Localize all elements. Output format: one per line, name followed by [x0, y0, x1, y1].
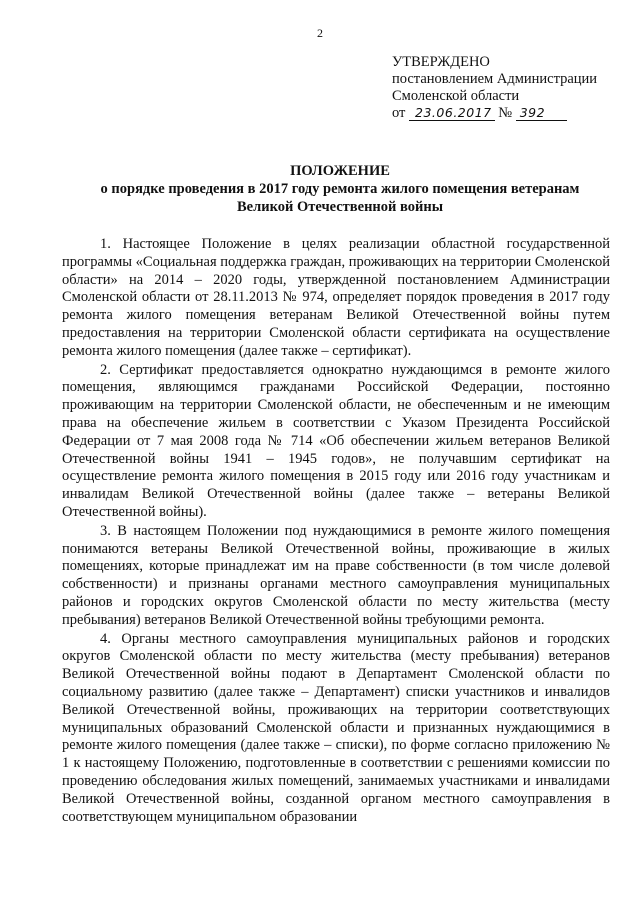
approval-date-line [392, 105, 624, 122]
approval-title: УТВЕРЖДЕНО [392, 54, 490, 70]
handwritten-date: 23.06.2017 [409, 106, 495, 121]
number-sign: № [498, 105, 513, 121]
approval-block [392, 54, 624, 122]
date-prefix: от [392, 105, 406, 121]
document-body [62, 236, 610, 827]
paragraph-3: 3. В настоящем Положении под нуждающимися в ремонте жилого помещения понимаются ветераны Великой Отечественной войны, проживающие в жилых помещениях, которые принадлежат им на праве собственности (в том числе долевой собственности) и признаны органами местного самоуправления муниципальных районов и городских округов Смоленской области по месту жительства (месту пребывания) ветеранов Великой Отечественной войны требующими ремонта. [62, 522, 610, 628]
page-number: 2 [317, 26, 323, 40]
approval-region: Смоленской области [392, 88, 520, 104]
approval-issuer: постановлением Администрации [392, 71, 598, 87]
paragraph-4: 4. Органы местного самоуправления муниципальных районов и городских округов Смоленской области по месту жительства (месту пребывания) ветеранов Великой Отечественной войны подают в Департамент Смоленской области по социальному развитию (далее также – Департамент) списки участников и инвалидов Великой Отечественной войны, проживающих на территории соответствующих муниципальных образований Смоленской области и признанных нуждающимися в ремонте жилого помещения (далее также – списки), по форме согласно приложению № 1 к настоящему Положению, подготовленные в соответствии с решениями комиссии по проведению обследования жилых помещений, занимаемых участниками и инвалидами Великой Отечественной войны, созданной органом местного самоуправления в соответствующем муниципальном образовании [62, 630, 610, 825]
title-subheading-line1: о порядке проведения в 2017 году ремонта жилого помещения ветеранам [100, 181, 580, 197]
document-title [60, 162, 620, 216]
handwritten-number: 392 [516, 106, 567, 121]
title-heading: ПОЛОЖЕНИЕ [290, 163, 390, 179]
paragraph-1: 1. Настоящее Положение в целях реализации областной государственной программы «Социальная поддержка граждан, проживающих на территории Смоленской области» на 2014 – 2020 годы, утвержденной постановлением Администрации Смоленской области от 28.11.2013 № 974, определяет порядок проведения в 2017 году ремонта жилого помещения ветеранам Великой Отечественной войны путем предоставления на территории Смоленской области сертификата на осуществление ремонта жилого помещения (далее также – сертификат). [62, 236, 610, 359]
title-subheading-line2: Великой Отечественной войны [236, 199, 444, 215]
paragraph-2: 2. Сертификат предоставляется однократно нуждающимся в ремонте жилого помещения, являющимся гражданами Российской Федерации, постоянно проживающим на территории Смоленской области, не обеспеченным и не имеющим права на обеспечение жильем в соответствии с Указом Президента Российской Федерации от 7 мая 2008 года № 714 «Об обеспечении жильем ветеранов Великой Отечественной войны 1941 – 1945 годов», не получавшим сертификат на осуществление ремонта жилого помещения в 2015 году или 2016 году участникам и инвалидам Великой Отечественной войны (далее также – ветераны Великой Отечественной войны). [62, 361, 610, 520]
